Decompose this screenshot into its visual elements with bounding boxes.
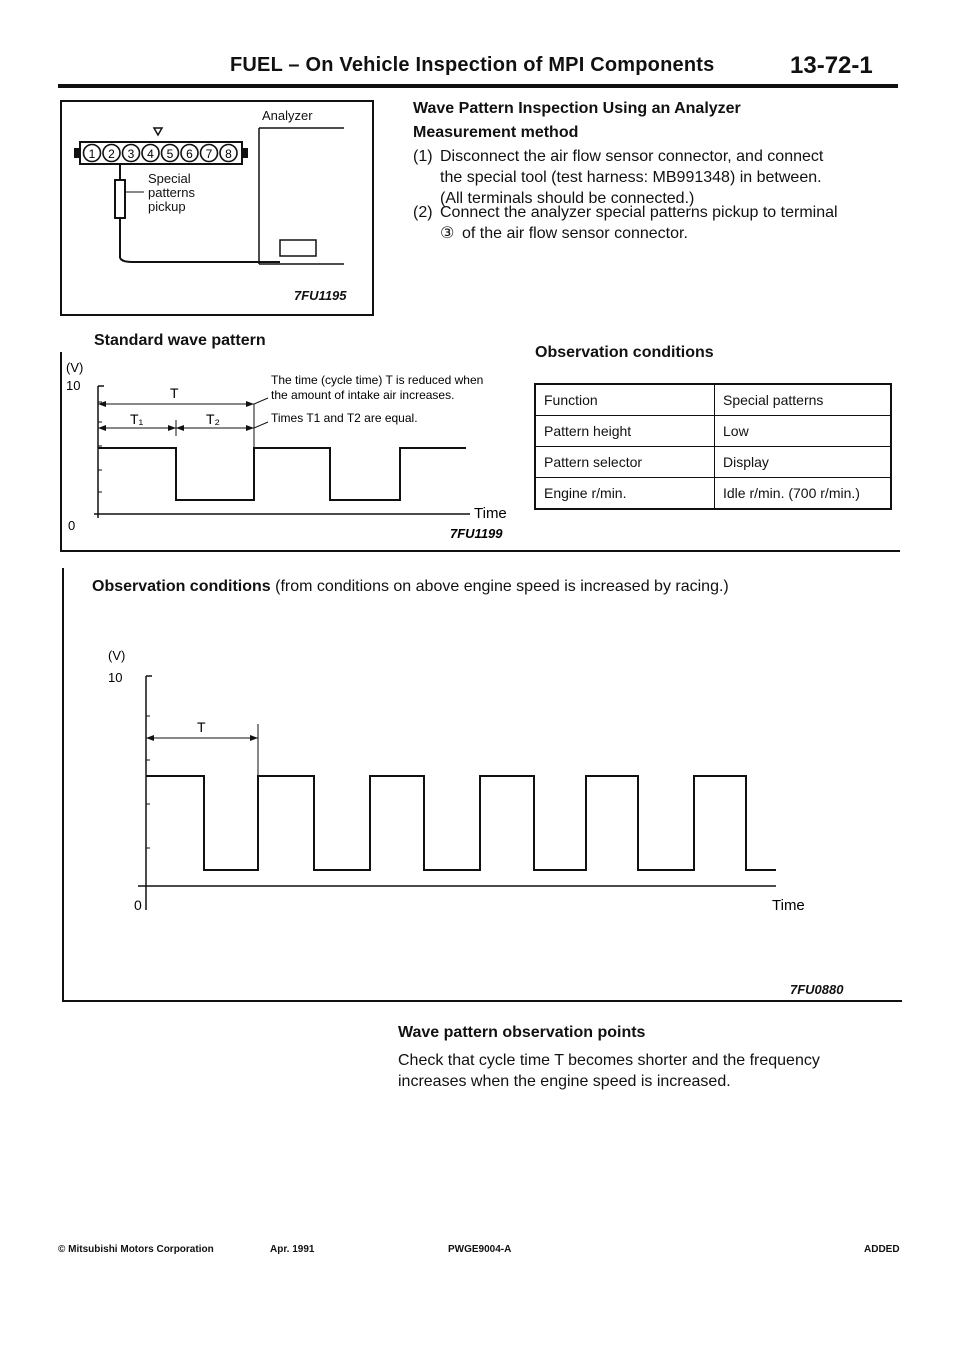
page-header-title: FUEL – On Vehicle Inspection of MPI Components	[230, 54, 715, 76]
observation-label: Function	[535, 384, 715, 416]
step-1-line1: Disconnect the air flow sensor connector, and connect	[440, 148, 824, 165]
pickup-label-line2: patterns	[148, 185, 195, 200]
step-1-line2: the special tool (test harness: MB991348) in between.	[440, 169, 822, 186]
std-square-wave	[98, 448, 466, 500]
points-line1: Check that cycle time T becomes shorter and the frequency	[398, 1052, 820, 1069]
observation-row	[535, 478, 891, 510]
step-1-line3: (All terminals should be connected.)	[440, 190, 695, 207]
terminal-4-label: 4	[147, 147, 154, 161]
std-t-label: T	[170, 385, 179, 401]
race-square-wave	[146, 776, 776, 870]
observation-row	[535, 447, 891, 478]
observation-value: Idle r/min. (700 r/min.)	[715, 478, 892, 510]
step-2-line1: Connect the analyzer special patterns pickup to terminal	[440, 204, 838, 221]
observation-title: Observation conditions	[535, 344, 714, 361]
figure-code-7fu1195: 7FU1195	[294, 288, 347, 303]
observation-value: Display	[715, 447, 892, 478]
std-y-min: 0	[68, 518, 76, 533]
header-rule	[58, 84, 898, 88]
observation-label: Pattern selector	[535, 447, 715, 478]
analyzer-figure	[60, 100, 374, 316]
observation-table	[534, 383, 892, 510]
terminal-6-label: 6	[186, 147, 193, 161]
figure-code-7fu0880: 7FU0880	[790, 982, 844, 997]
std-note-line2: the amount of intake air increases.	[271, 388, 455, 402]
terminal-circles	[84, 145, 238, 162]
observation-label: Pattern height	[535, 416, 715, 447]
measurement-method-subtitle: Measurement method	[413, 124, 579, 141]
race-y-unit: (V)	[108, 648, 126, 663]
race-y-min: 0	[134, 897, 142, 913]
footer-doc-code: PWGE9004-A	[448, 1244, 512, 1255]
observation-value: Low	[715, 416, 892, 447]
std-y-unit: (V)	[66, 360, 84, 375]
page-number: 13-72-1	[790, 52, 873, 79]
race-x-label: Time	[772, 897, 805, 914]
terminal-1-label: 1	[88, 147, 96, 161]
std-t2-label: T₂	[206, 411, 220, 427]
pickup-label-line1: Special	[148, 171, 191, 186]
racing-title-bold: Observation conditions	[92, 578, 271, 595]
terminal-3-label: 3	[127, 147, 135, 161]
analyzer-diagram	[62, 102, 372, 314]
std-t1-label: T₁	[130, 411, 144, 427]
race-y-max: 10	[108, 670, 123, 685]
step-1-number: (1)	[413, 148, 433, 165]
std-note-line3: Times T1 and T2 are equal.	[271, 411, 418, 425]
racing-section-left-border	[62, 568, 64, 1002]
terminal-7-label: 7	[205, 147, 213, 161]
terminal-5-label: 5	[166, 147, 174, 161]
footer-copyright: © Mitsubishi Motors Corporation	[58, 1244, 214, 1255]
footer-date: Apr. 1991	[270, 1244, 315, 1255]
terminal-2-label: 2	[108, 147, 115, 161]
analyzer-label: Analyzer	[262, 108, 313, 123]
racing-section-bottom-rule	[62, 1000, 902, 1002]
std-y-max: 10	[66, 378, 81, 393]
figure-code-7fu1199: 7FU1199	[450, 526, 503, 541]
step-2-number: (2)	[413, 204, 433, 221]
observation-row	[535, 384, 891, 416]
step-2-line2: of the air flow sensor connector.	[462, 225, 688, 242]
std-x-label: Time	[474, 505, 507, 522]
points-title: Wave pattern observation points	[398, 1024, 646, 1041]
standard-wave-title: Standard wave pattern	[94, 332, 266, 349]
observation-row	[535, 416, 891, 447]
racing-title	[92, 576, 729, 597]
pickup-label-line3: pickup	[148, 199, 186, 214]
racing-wave-chart	[100, 620, 880, 1000]
racing-title-rest: (from conditions on above engine speed is increased by racing.)	[275, 578, 729, 595]
observation-label: Engine r/min.	[535, 478, 715, 510]
race-t-label: T	[197, 719, 206, 735]
footer-status: ADDED	[864, 1244, 900, 1255]
terminal-3-symbol: ③	[440, 225, 455, 242]
points-line2: increases when the engine speed is increased.	[398, 1073, 731, 1090]
observation-value: Special patterns	[715, 384, 892, 416]
wave-inspection-title: Wave Pattern Inspection Using an Analyzer	[413, 100, 741, 117]
standard-wave-chart	[62, 352, 522, 552]
std-note-line1: The time (cycle time) T is reduced when	[271, 373, 484, 387]
terminal-8-label: 8	[225, 147, 232, 161]
